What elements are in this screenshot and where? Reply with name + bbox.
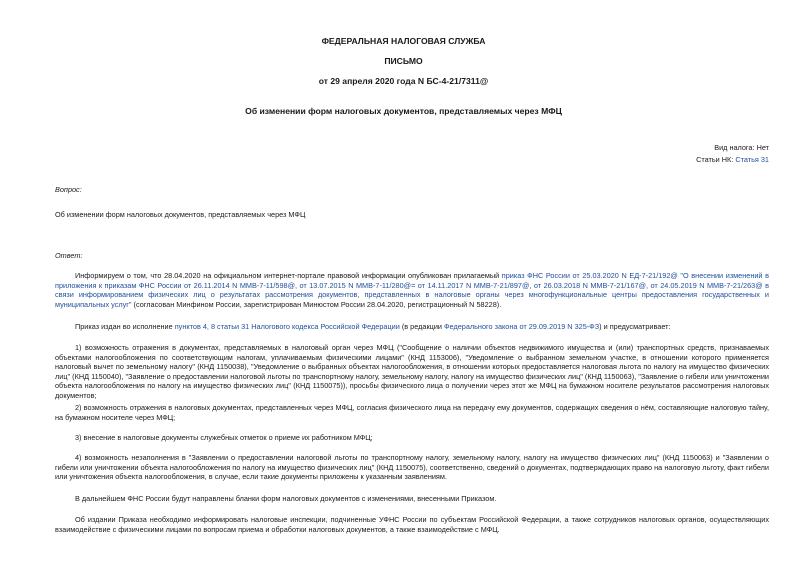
document-reference: от 29 апреля 2020 года N БС-4-21/7311@ — [318, 76, 489, 86]
answer-paragraph-2 — [55, 322, 769, 332]
answer-label: Ответ: — [55, 251, 83, 260]
p2-text-start: Приказ издан во исполнение — [75, 322, 175, 331]
question-text: Об изменении форм налоговых документов, представляемых через МФЦ — [55, 210, 306, 219]
document-type: ПИСЬМО — [384, 56, 423, 66]
order-link[interactable]: приказ ФНС России от 25.03.2020 N ЕД-7-21/192@ "О внесении изменений в приложения к приказам ФНС России от 26.11.2014 N ММВ-7-11/598@, от 13.07.2015 N ММВ-7-11/280@= от 14.11.2017 N ММВ-7-21/897@, от 26.03.2018 N ММВ-7-21/167@, от 24.05.2019 N ММВ-7-21/263@ в связи информированием физических лиц о результатах рассмотрения документов, представленных в налоговые органы через многофункциональные центры предоставления государственных и муниципальных услуг" — [55, 271, 769, 309]
nk-articles-line — [696, 155, 769, 165]
tax-type-line — [714, 143, 769, 153]
p1-text-end: (согласован Минфином России, зарегистрирован Минюстом России 28.04.2020, регистрационный N 58228). — [131, 299, 502, 309]
tax-type-label: Вид налога: — [714, 143, 755, 152]
answer-paragraph-3: В дальнейшем ФНС России будут направлены бланки форм налоговых документов с изменениями, внесенными Приказом. — [75, 494, 497, 503]
p1-text-start: Информируем о том, что 28.04.2020 на официальном интернет-портале правовой информации опубликован прилагаемый — [75, 271, 502, 280]
p2-text-end: ) и предусматривает: — [599, 322, 671, 331]
p2-text-mid: (в редакции — [399, 322, 444, 331]
list-item-3: 3) внесение в налоговые документы служебных отметок о приеме их работником МФЦ; — [75, 433, 373, 442]
question-label: Вопрос: — [55, 185, 82, 194]
agency-heading: ФЕДЕРАЛЬНАЯ НАЛОГОВАЯ СЛУЖБА — [321, 36, 486, 46]
answer-paragraph-1 — [55, 271, 769, 309]
list-item-1: 1) возможность отражения в документах, представляемых в налоговый орган через МФЦ ("Сообщение о наличии объектов недвижимого имущества и (или) транспортных средств, признаваемых объектами налогообложения по соответствующим налогам, уплачиваемым физическими лицами" (КНД 1153006), "Уведомление о выбранном земельном участке, в отношении которого применяется налоговый вычет по земельному налогу" (КНД 1150038), "Уведомление о выбранных объектах налогообложения, в отношении которых предоставляется налоговая льгота по налогу на имущество физических лиц" (КНД 1150040), "Заявление о предоставлении налоговой льготы по транспортному налогу, земельному налогу, налогу на имущество физических лиц" (КНД 1150063), "Заявление о гибели или уничтожении объекта налогообложения по налогу на имущество физических лиц" (КНД 1150075)), просьбы физического лица о получении через этот же МФЦ на бумажном носителе результатов рассмотрения налоговых документов; — [55, 343, 769, 400]
federal-law-link[interactable]: Федерального закона от 29.09.2019 N 325-ФЗ — [444, 322, 600, 331]
tax-type-value: Нет — [756, 143, 769, 152]
list-item-2: 2) возможность отражения в налоговых документах, представленных через МФЦ, согласия физического лица на передачу ему документов, содержащих сведения о нём, составляющие налоговую тайну, на бумажном носителе через МФЦ; — [55, 403, 769, 422]
nk-articles-label: Статьи НК: — [696, 155, 734, 164]
tax-code-link[interactable]: пунктов 4, 8 статьи 31 Налогового кодекса Российской Федерации — [174, 322, 400, 331]
answer-paragraph-4: Об издании Приказа необходимо информировать налоговые инспекции, подчиненные УФНС России по субъектам Российской Федерации, а также сотрудников налоговых органов, осуществляющих взаимодействие с физическими лицами по вопросам приема и обработки налоговых документов, а также взаимодействие с МФЦ. — [55, 515, 769, 534]
list-item-4: 4) возможность незаполнения в "Заявлении о предоставлении налоговой льготы по транспортному налогу, земельному налогу, налогу на имущество физических лиц" (КНД 1150063) и "Заявлении о гибели или уничтожении объекта налогообложения по налогу на имущество физических лиц" (КНД 1150075), соответственно, сведений о документах, подтверждающих право на налоговую льготу, факт гибели или уничтожения объекта налогообложения, в случае, если такие документы приложены к указанным заявлениям. — [55, 453, 769, 482]
document-subject: Об изменении форм налоговых документов, представляемых через МФЦ — [245, 106, 562, 116]
nk-article-link[interactable]: Статья 31 — [735, 155, 769, 164]
